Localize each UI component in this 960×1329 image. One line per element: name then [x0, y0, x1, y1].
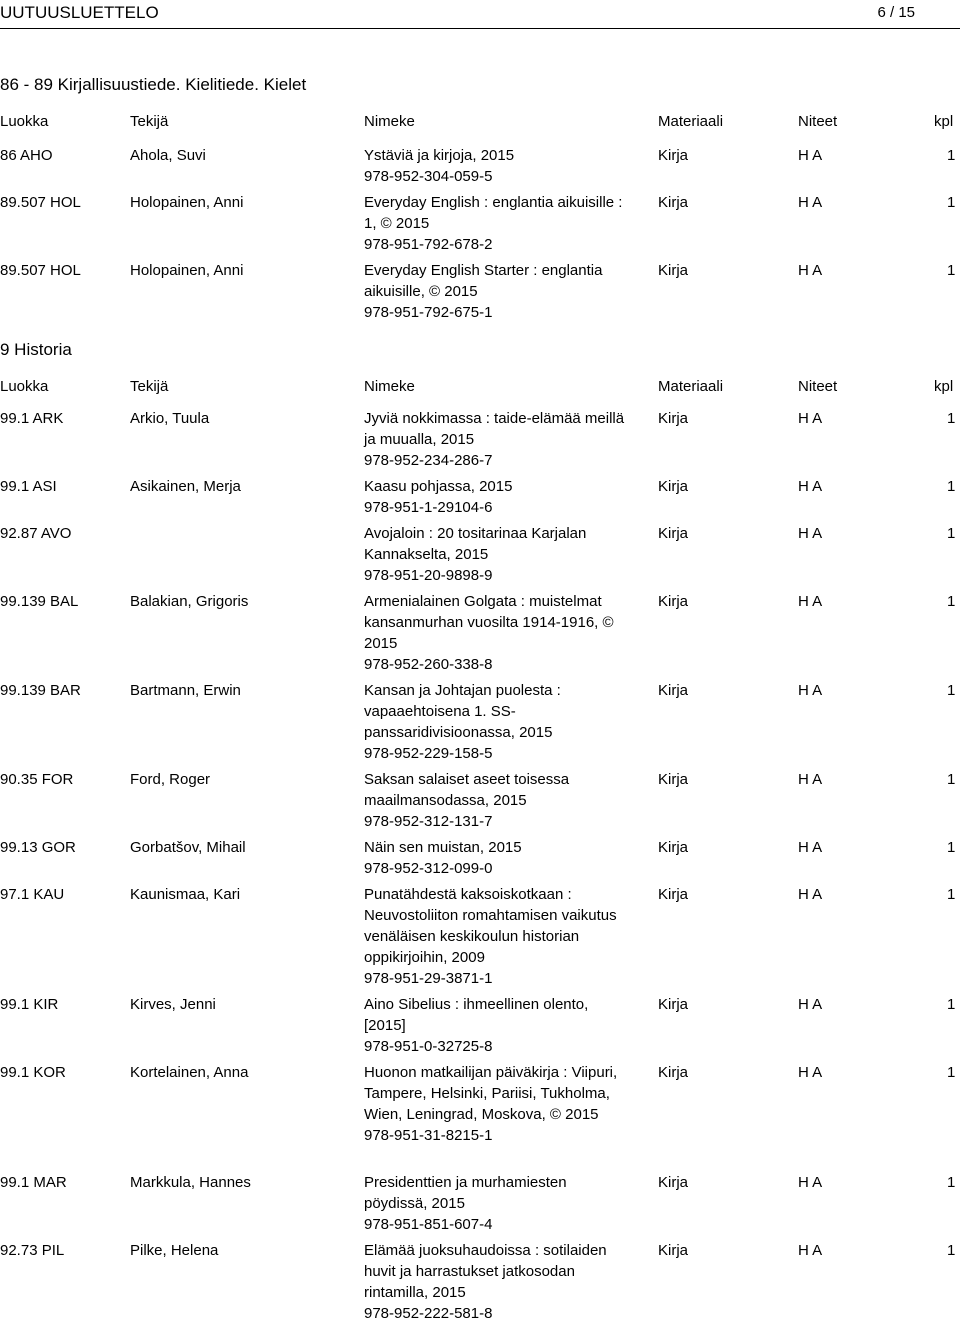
isbn: 978-951-792-675-1 — [364, 304, 493, 321]
book-title: Everyday English : englantia aikuisille : 1, © 2015 — [364, 194, 623, 232]
table-row — [0, 769, 960, 837]
copies-location: H A — [798, 886, 823, 903]
material: Kirja — [658, 771, 689, 788]
isbn: 978-952-222-581-8 — [364, 1305, 493, 1322]
book-title: Saksan salaiset aseet toisessa maailmansodassa, 2015 — [364, 771, 570, 809]
section-rows-historia — [0, 408, 960, 1329]
class-code: 99.1 ARK — [0, 410, 64, 427]
title-cell — [364, 192, 634, 255]
table-row — [0, 994, 960, 1062]
col-kpl: kpl — [934, 378, 954, 395]
copy-count: 1 — [947, 1064, 956, 1081]
table-row — [0, 408, 960, 476]
copy-count: 1 — [947, 593, 956, 610]
table-row — [0, 1240, 960, 1329]
material: Kirja — [658, 1064, 689, 1081]
author: Kortelainen, Anna — [130, 1064, 249, 1081]
author: Holopainen, Anni — [130, 262, 244, 279]
table-row — [0, 884, 960, 994]
isbn: 978-952-304-059-5 — [364, 168, 493, 185]
copies-location: H A — [798, 262, 823, 279]
material: Kirja — [658, 194, 689, 211]
book-title: Elämää juoksuhaudoissa : sotilaiden huvit ja harrastukset jatkosodan rintamilla, 2015 — [364, 1242, 607, 1301]
copies-location: H A — [798, 194, 823, 211]
section-title-historia: 9 Historia — [0, 340, 72, 359]
book-title: Presidenttien ja murhamiesten pöydissä, 2015 — [364, 1174, 567, 1212]
table-row — [0, 145, 960, 192]
material: Kirja — [658, 839, 689, 856]
material: Kirja — [658, 410, 689, 427]
copies-location: H A — [798, 478, 823, 495]
table-row — [0, 260, 960, 328]
class-code: 86 AHO — [0, 147, 53, 164]
isbn: 978-952-234-286-7 — [364, 452, 493, 469]
book-title: Ystäviä ja kirjoja, 2015 — [364, 147, 515, 164]
title-cell — [364, 591, 634, 675]
copies-location: H A — [798, 839, 823, 856]
col-kpl: kpl — [934, 113, 954, 130]
title-cell — [364, 1172, 634, 1235]
col-niteet: Niteet — [798, 113, 838, 130]
title-cell — [364, 260, 634, 323]
isbn: 978-952-260-338-8 — [364, 656, 493, 673]
title-cell — [364, 994, 634, 1057]
copy-count: 1 — [947, 147, 956, 164]
column-header-row — [0, 111, 960, 132]
isbn: 978-951-0-32725-8 — [364, 1038, 493, 1055]
author: Holopainen, Anni — [130, 194, 244, 211]
book-title: Punatähdestä kaksoiskotkaan : Neuvostoliiton romahtamisen vaikutus venäläisen keskikoulun historian oppikirjoihin, 2009 — [364, 886, 617, 966]
isbn: 978-951-29-3871-1 — [364, 970, 493, 987]
col-tekija: Tekijä — [130, 378, 169, 395]
copy-count: 1 — [947, 886, 956, 903]
table-row — [0, 192, 960, 260]
material: Kirja — [658, 147, 689, 164]
title-cell — [364, 1240, 634, 1324]
material: Kirja — [658, 1242, 689, 1259]
author: Gorbatšov, Mihail — [130, 839, 246, 856]
copies-location: H A — [798, 771, 823, 788]
author: Kaunismaa, Kari — [130, 886, 241, 903]
copy-count: 1 — [947, 525, 956, 542]
book-title: Huonon matkailijan päiväkirja : Viipuri, Tampere, Helsinki, Pariisi, Tukholma, Wien, Leningrad, Moskova, © 2015 — [364, 1064, 618, 1123]
book-title: Kaasu pohjassa, 2015 — [364, 478, 513, 495]
book-title: Avojaloin : 20 tositarinaa Karjalan Kannakselta, 2015 — [364, 525, 587, 563]
copies-location: H A — [798, 525, 823, 542]
book-title: Jyviä nokkimassa : taide-elämää meillä ja muualla, 2015 — [364, 410, 625, 448]
table-row — [0, 476, 960, 523]
author: Pilke, Helena — [130, 1242, 219, 1259]
title-cell — [364, 408, 634, 471]
class-code: 99.1 KIR — [0, 996, 59, 1013]
material: Kirja — [658, 1174, 689, 1191]
isbn: 978-952-312-099-0 — [364, 860, 493, 877]
col-materiaali: Materiaali — [658, 113, 724, 130]
copies-location: H A — [798, 593, 823, 610]
class-code: 99.1 KOR — [0, 1064, 66, 1081]
copies-location: H A — [798, 147, 823, 164]
material: Kirja — [658, 525, 689, 542]
copies-location: H A — [798, 1242, 823, 1259]
class-code: 99.1 ASI — [0, 478, 57, 495]
author: Markkula, Hannes — [130, 1174, 251, 1191]
catalog-title: UUTUUSLUETTELO — [0, 3, 159, 22]
class-code: 89.507 HOL — [0, 194, 81, 211]
isbn: 978-952-229-158-5 — [364, 745, 493, 762]
copy-count: 1 — [947, 1174, 956, 1191]
author: Kirves, Jenni — [130, 996, 216, 1013]
material: Kirja — [658, 593, 689, 610]
isbn: 978-951-1-29104-6 — [364, 499, 493, 516]
book-title: Everyday English Starter : englantia aikuisille, © 2015 — [364, 262, 603, 300]
class-code: 99.139 BAL — [0, 593, 79, 610]
copy-count: 1 — [947, 1242, 956, 1259]
page-header — [0, 0, 960, 26]
copy-count: 1 — [947, 410, 956, 427]
copies-location: H A — [798, 1174, 823, 1191]
col-materiaali: Materiaali — [658, 378, 724, 395]
table-row — [0, 1062, 960, 1172]
book-title: Armenialainen Golgata : muistelmat kansanmurhan vuosilta 1914-1916, © 2015 — [364, 593, 614, 652]
copies-location: H A — [798, 1064, 823, 1081]
copy-count: 1 — [947, 839, 956, 856]
isbn: 978-951-31-8215-1 — [364, 1127, 493, 1144]
class-code: 92.87 AVO — [0, 525, 72, 542]
class-code: 89.507 HOL — [0, 262, 81, 279]
material: Kirja — [658, 996, 689, 1013]
isbn: 978-951-20-9898-9 — [364, 567, 493, 584]
material: Kirja — [658, 682, 689, 699]
section-title-kirjallisuus: 86 - 89 Kirjallisuustiede. Kielitiede. Kielet — [0, 75, 307, 94]
material: Kirja — [658, 262, 689, 279]
author: Balakian, Grigoris — [130, 593, 249, 610]
isbn: 978-951-792-678-2 — [364, 236, 493, 253]
material: Kirja — [658, 886, 689, 903]
class-code: 99.139 BAR — [0, 682, 81, 699]
isbn: 978-951-851-607-4 — [364, 1216, 493, 1233]
table-row — [0, 523, 960, 591]
title-cell — [364, 523, 634, 586]
book-title: Aino Sibelius : ihmeellinen olento, [2015] — [364, 996, 589, 1034]
col-luokka: Luokka — [0, 113, 49, 130]
col-luokka: Luokka — [0, 378, 49, 395]
book-title: Kansan ja Johtajan puolesta : vapaaehtoisena 1. SS-panssaridivisioonassa, 2015 — [364, 682, 561, 741]
title-cell — [364, 145, 634, 187]
section-rows-kirjallisuus — [0, 145, 960, 328]
copy-count: 1 — [947, 262, 956, 279]
table-row — [0, 1172, 960, 1240]
table-row — [0, 837, 960, 884]
class-code: 99.1 MAR — [0, 1174, 67, 1191]
author: Arkio, Tuula — [130, 410, 210, 427]
author: Ahola, Suvi — [130, 147, 206, 164]
copy-count: 1 — [947, 996, 956, 1013]
title-cell — [364, 476, 634, 518]
title-cell — [364, 884, 634, 989]
class-code: 99.13 GOR — [0, 839, 76, 856]
col-nimeke: Nimeke — [364, 113, 415, 130]
copy-count: 1 — [947, 682, 956, 699]
col-tekija: Tekijä — [130, 113, 169, 130]
class-code: 97.1 KAU — [0, 886, 65, 903]
author: Asikainen, Merja — [130, 478, 241, 495]
copies-location: H A — [798, 996, 823, 1013]
copies-location: H A — [798, 410, 823, 427]
page-number: 6 / 15 — [877, 4, 915, 21]
col-nimeke: Nimeke — [364, 378, 415, 395]
book-title: Näin sen muistan, 2015 — [364, 839, 522, 856]
title-cell — [364, 769, 634, 832]
class-code: 92.73 PIL — [0, 1242, 65, 1259]
title-cell — [364, 1062, 634, 1146]
copies-location: H A — [798, 682, 823, 699]
author: Bartmann, Erwin — [130, 682, 241, 699]
material: Kirja — [658, 478, 689, 495]
table-row — [0, 680, 960, 769]
header-divider — [0, 28, 960, 29]
copy-count: 1 — [947, 771, 956, 788]
isbn: 978-952-312-131-7 — [364, 813, 493, 830]
author: Ford, Roger — [130, 771, 211, 788]
col-niteet: Niteet — [798, 378, 838, 395]
class-code: 90.35 FOR — [0, 771, 74, 788]
title-cell — [364, 680, 634, 764]
copy-count: 1 — [947, 194, 956, 211]
column-header-row — [0, 376, 960, 397]
copy-count: 1 — [947, 478, 956, 495]
title-cell — [364, 837, 634, 879]
table-row — [0, 591, 960, 680]
